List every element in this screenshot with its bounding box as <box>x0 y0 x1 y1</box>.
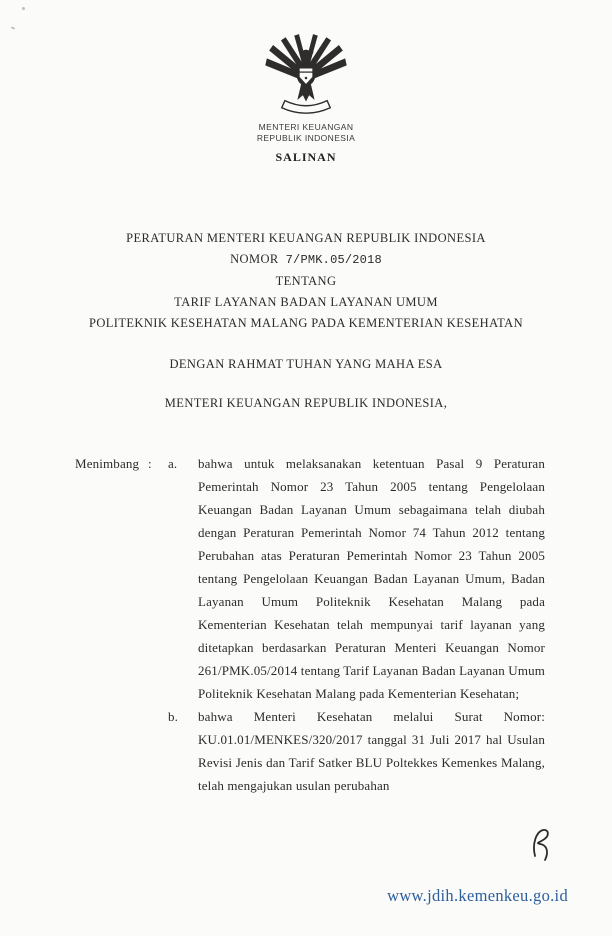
handwritten-paraf-mark <box>528 826 554 864</box>
item-letter: b. <box>168 709 179 724</box>
menimbang-colon: : <box>148 456 152 471</box>
regulation-title-line: PERATURAN MENTERI KEUANGAN REPUBLIK INDONESIA <box>126 231 486 245</box>
garuda-pancasila-emblem-icon <box>259 34 353 118</box>
consideration-item-a <box>168 452 545 705</box>
tentang-label: TENTANG <box>275 274 337 288</box>
item-letter: a. <box>168 456 178 471</box>
nomor-value: 7/PMK.05/2018 <box>285 253 382 267</box>
scan-speckle <box>11 26 15 30</box>
item-text: bahwa untuk melaksanakan ketentuan Pasal 9 Peraturan Pemerintah Nomor 23 Tahun 2005 tentang Pengelolaan Keuangan Badan Layanan Umum sebagaimana telah diubah dengan Peraturan Pemerintah Nomor 74 Tahun 2012 tentang Perubahan atas Peraturan Pemerintah Nomor 23 Tahun 2005 tentang Pengelolaan Keuangan Badan Layanan Umum, Badan Layanan Umum Politeknik Kesehatan Malang pada Kementerian Kesehatan telah mempunyai tarif layanan yang ditetapkan berdasarkan Peraturan Menteri Keuangan Nomor 261/PMK.05/2014 tentang Tarif Layanan Badan Layanan Umum Politeknik Kesehatan Malang pada Kementerian Kesehatan; <box>198 456 545 701</box>
regulation-subject-line1: TARIF LAYANAN BADAN LAYANAN UMUM <box>174 295 438 309</box>
invocation-line: DENGAN RAHMAT TUHAN YANG MAHA ESA <box>169 357 443 371</box>
menimbang-label: Menimbang <box>75 456 140 471</box>
considerations-section <box>75 452 545 797</box>
jdih-website-watermark: www.jdih.kemenkeu.go.id <box>387 886 568 905</box>
authority-line: MENTERI KEUANGAN REPUBLIK INDONESIA, <box>164 396 448 410</box>
letterhead <box>0 34 612 165</box>
item-text: bahwa Menteri Kesehatan melalui Surat Nomor: KU.01.01/MENKES/320/2017 tanggal 31 Juli 2017 hal Usulan Revisi Jenis dan Tarif Satker BLU Poltekkes Kemenkes Malang, telah mengajukan usulan perubahan <box>198 709 545 793</box>
salinan-label: SALINAN <box>275 150 337 164</box>
regulation-title-block <box>0 228 612 334</box>
ministry-name-line1: MENTERI KEUANGAN <box>258 122 354 132</box>
consideration-item-b <box>168 705 545 797</box>
ministry-name-line2: REPUBLIK INDONESIA <box>256 132 356 143</box>
regulation-subject-line2: POLITEKNIK KESEHATAN MALANG PADA KEMENTERIAN KESEHATAN <box>88 316 524 330</box>
consideration-items <box>168 452 545 797</box>
scan-speckle <box>22 7 25 10</box>
regulation-number-line <box>0 249 612 271</box>
nomor-label: NOMOR <box>230 252 279 266</box>
